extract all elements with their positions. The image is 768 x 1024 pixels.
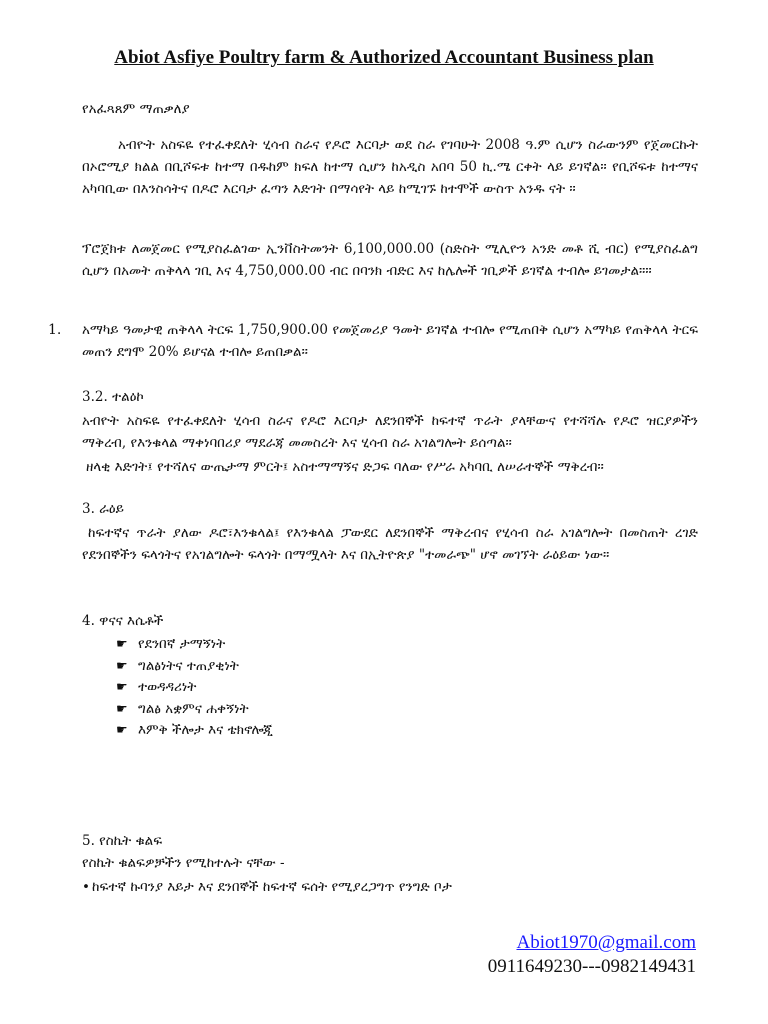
pointing-hand-icon: ☛ [116,637,128,652]
bullet-dot-icon: • [82,879,90,895]
pointing-hand-icon: ☛ [116,658,128,674]
investment-paragraph: ፕሮጀክቱ ለመጀመር የሚያስፈልገው ኢንቨስትመንት 6,100,000.00 (ስድስት ሚሊዮን አንድ መቶ ሺ ብር) የሚያስፈልግ ሲሆን በአመት ጠቅላላ ገቢ እና 4,750,000.00 ብር በባንክ ብድር እና ከሌሎች ገቢዎች ይገኛል ተብሎ ይገመታል።። [82,241,698,279]
pointing-hand-icon: ☛ [116,723,128,738]
numbered-item-text: አማካይ ዓመታዊ ጠቅላላ ትርፍ 1,750,900.00 የመጀመሪያ ዓመት ይገኛል ተብሎ የሚጠበቅ ሲሆን አማካይ የጠቅላላ ትርፍ መጠን ደግሞ 20% ይሆናል ተብሎ ይጠበቃል። [82,322,698,360]
value-item-label: የደንበኛ ታማኝነት [138,636,226,652]
vision-heading: 3. ራዕይ [82,501,124,517]
pointing-hand-icon: ☛ [116,701,128,717]
mission-paragraph: አብዮት አስፍዬ የተፈቀደለት ሂሳብ ስራና የዶሮ እርባታ ለደንበኞች ከፍተኛ ጥራት ያላቸውና የተሻሻሉ የዶሮ ዝርያዎችን ማቅረብ, የእንቁላል ማቀነባበሪያ ማደራጃ መመስረት እና ሂሳብ ስራ አገልግሎት ይሰጣል። [82,413,698,451]
document-title: Abiot Asfiye Poultry farm & Authorized Accountant Business plan [114,47,654,68]
numbered-item-number: 1. [48,322,62,338]
values-list [116,634,273,742]
mission-line-2: ዘላቂ እድገት፤ የተሻለና ውጤታማ ምርት፤ አስተማማኝና ድጋፍ ባለው የሥራ አካባቢ ለሠራተኞች ማቅረብ። [86,459,604,475]
market-bullet-row [82,876,452,898]
executive-summary-heading: የአፈጻጸም ማጠቃለያ [82,101,190,117]
value-item-label: ግልፅ አቋምና ሐቀኝነት [138,700,249,717]
mission-heading: 3.2. ተልዕኮ [82,389,144,405]
contact-email-link[interactable]: Abiot1970@gmail.com [516,932,696,953]
values-heading: 4. ዋናና እሴቶች [82,613,164,629]
list-item [116,656,273,678]
value-item-label: እምቅ ችሎታ እና ቴክኖሎጂ [138,722,273,738]
market-bullet-text: ከፍተኛ ኩባንያ እይታ እና ደንበኞች ከፍተኛ ፍሰት የሚያረጋግጥ የንግድ ቦታ [92,879,452,895]
intro-paragraph: አብዮት አስፍዬ የተፈቀደለት ሂሳብ ስራና የዶሮ እርባታ ወደ ስራ የገባሁት 2008 ዓ.ም ሲሆን ስራውንም የጀመርኩት በኦሮሚያ ክልል በቢሾፍቱ ከተማ በዱከም ክፍለ ከተማ ሲሆን ከአዲስ አበባ 50 ኪ.ሜ ርቀት ላይ ይገኛል። የቢሾፍቱ ከተማና አካባቢው በእንስሳትና በዶሮ እርባታ ፈጣን እድገት በማሳየት ላይ ከሚገኙ ከተሞች ውስጥ አንዱ ናት ። [82,137,698,197]
contact-phone-numbers: 0911649230---0982149431 [487,956,696,977]
market-heading: 5. የስኬት ቁልፍ [82,833,163,849]
vision-paragraph: ከፍተኛና ጥራት ያለው ዶሮ፣እንቁላል፤ የእንቁላል ፓውደር ለደንበኞች ማቅረብና የሂሳብ ስራ አገልግሎት በመስጠት ረገድ የደንበኞችን ፍላጎትና የአገልግሎት ፍላጎት በማሟላት እና በኢትዮጵያ "ተመራጭ" ሆኖ መገኘት ራዕይው ነው። [82,525,698,563]
list-item [116,634,273,656]
list-item [116,699,273,721]
value-item-label: ግልፅነትና ተጠያቂነት [138,657,239,674]
list-item [116,720,273,742]
value-item-label: ተወዳዳሪነት [138,679,197,695]
pointing-hand-icon: ☛ [116,680,128,695]
list-item [116,677,273,699]
market-intro: የስኬት ቁልፍዎቻችን የሚከተሉት ናቸው - [82,855,285,871]
